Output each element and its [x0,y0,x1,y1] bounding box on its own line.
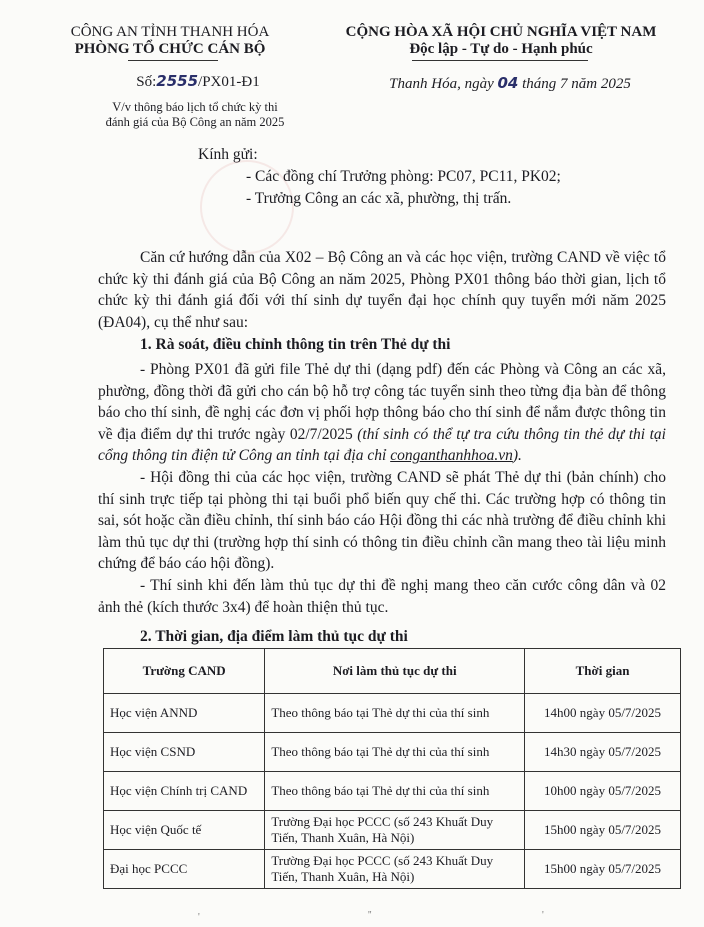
table-row [104,733,681,772]
time-cell: 15h00 ngày 05/7/2025 [525,811,681,850]
subject-line-1: V/v thông báo lịch tổ chức kỳ thi [112,100,278,114]
document-number-prefix: Số: [136,74,157,90]
time-cell: 10h00 ngày 05/7/2025 [525,772,681,811]
motto-underline [412,60,588,61]
school-cell: Học viện CSND [104,733,265,772]
subject-line-2: đánh giá của Bộ Công an năm 2025 [105,115,285,129]
section-1-paragraph-1 [98,359,666,467]
intro-text: Căn cứ hướng dẫn của X02 – Bộ Công an và các học viện, trường CAND về việc tổ chức kỳ thi đánh giá của Bộ Công an năm 2025, Phòng PX01 thông báo thời gian, lịch tổ chức kỳ thi đánh giá đối với thí sinh dự tuyển đại học chính quy tuyển mới năm 2025 (ĐA04), cụ thể như sau: [98,249,666,331]
header-school: Trường CAND [104,649,265,694]
scan-mark: '' [368,910,372,921]
intro-paragraph [98,247,666,333]
document-date [340,74,680,93]
p1-italic: (thí sinh có thể tự tra cứu thông tin thẻ dự thi tại cổng thông tin điện tử Công an tỉnh tại địa chỉ [98,425,666,465]
school-cell: Học viện ANND [104,694,265,733]
schedule-table [103,648,681,889]
header-time: Thời gian [525,649,681,694]
country-name: CỘNG HÒA XÃ HỘI CHỦ NGHĨA VIỆT NAM [345,24,657,40]
table-header-row [104,649,681,694]
agency-name: CÔNG AN TỈNH THANH HÓA [70,24,270,40]
table-row [104,694,681,733]
scan-mark: ' [542,910,544,921]
date-suffix: tháng 7 năm 2025 [518,76,631,92]
location-cell: Theo thông báo tại Thẻ dự thi của thí sinh [265,733,525,772]
date-prefix: Thanh Hóa, ngày [389,76,498,92]
document-number-suffix: /PX01-Đ1 [198,74,260,90]
scan-mark: ' [198,912,200,923]
date-day: 04 [497,74,519,92]
table-row [104,811,681,850]
recipient-1: - Các đồng chí Trưởng phòng: PC07, PC11, PK02; [246,168,561,185]
document-subject [70,100,320,130]
p1-text: - Phòng PX01 đã gửi file Thẻ dự thi (dạng pdf) đến các Phòng và Công an các xã, phường, đồng thời đã gửi cho cán bộ hỗ trợ công tác tuyển sinh theo từng địa bàn để thông báo cho thí sinh, đề nghị các đơn vị phối hợp thông báo cho thí sinh để nắm được thông tin về địa điểm dự thi trước ngày 02/7/2025 [98,361,666,443]
motto: Độc lập - Tự do - Hạnh phúc [409,41,593,57]
section-1-paragraph-3: - Thí sinh khi đến làm thủ tục dự thi đề nghị mang theo căn cước công dân và 02 ảnh thẻ (kích thước 3x4) để hoàn thiện thủ tục. [98,576,666,616]
recipient-2: - Trưởng Công an các xã, phường, thị trấn. [246,190,512,207]
location-cell: Trường Đại học PCCC (số 243 Khuất Duy Tiến, Thanh Xuân, Hà Nội) [265,811,525,850]
school-cell: Học viện Quốc tế [104,811,265,850]
table-row [104,850,681,889]
time-cell: 14h30 ngày 05/7/2025 [525,733,681,772]
document-number [78,72,318,91]
section-1-body [98,359,666,618]
document-number-value: 2555 [156,72,199,90]
greeting-label: Kính gửi: [198,146,258,163]
time-cell: 14h00 ngày 05/7/2025 [525,694,681,733]
national-title-block [318,24,684,58]
p1-end: ). [512,447,522,465]
school-cell: Học viện Chính trị CAND [104,772,265,811]
location-cell: Trường Đại học PCCC (số 243 Khuất Duy Tiến, Thanh Xuân, Hà Nội) [265,850,525,889]
school-cell: Đại học PCCC [104,850,265,889]
section-2-title: 2. Thời gian, địa điểm làm thủ tục dự thi [140,628,408,645]
section-1-paragraph-2: - Hội đồng thi của các học viện, trường CAND sẽ phát Thẻ dự thi (bản chính) cho thí sinh trực tiếp tại phòng thi tại buổi phổ biến quy chế thi. Các trường hợp có thông tin sai, sót hoặc cần điều chỉnh, thí sinh báo cáo Hội đồng thi các nhà trường để điều chỉnh khi làm thủ tục dự thi (trường hợp thí sinh có thông tin điều chỉnh cần mang theo tài liệu minh chứng để báo cáo hội đồng). [98,468,666,573]
header-location: Nơi làm thủ tục dự thi [265,649,525,694]
location-cell: Theo thông báo tại Thẻ dự thi của thí sinh [265,772,525,811]
issuing-agency-block [40,24,300,58]
location-cell: Theo thông báo tại Thẻ dự thi của thí sinh [265,694,525,733]
section-1-title: 1. Rà soát, điều chỉnh thông tin trên Thẻ dự thi [140,336,451,353]
agency-underline [128,60,218,61]
office-name: PHÒNG TỔ CHỨC CÁN BỘ [74,41,266,57]
time-cell: 15h00 ngày 05/7/2025 [525,850,681,889]
table-row [104,772,681,811]
website-link[interactable]: conganthanhhoa.vn [390,447,513,465]
